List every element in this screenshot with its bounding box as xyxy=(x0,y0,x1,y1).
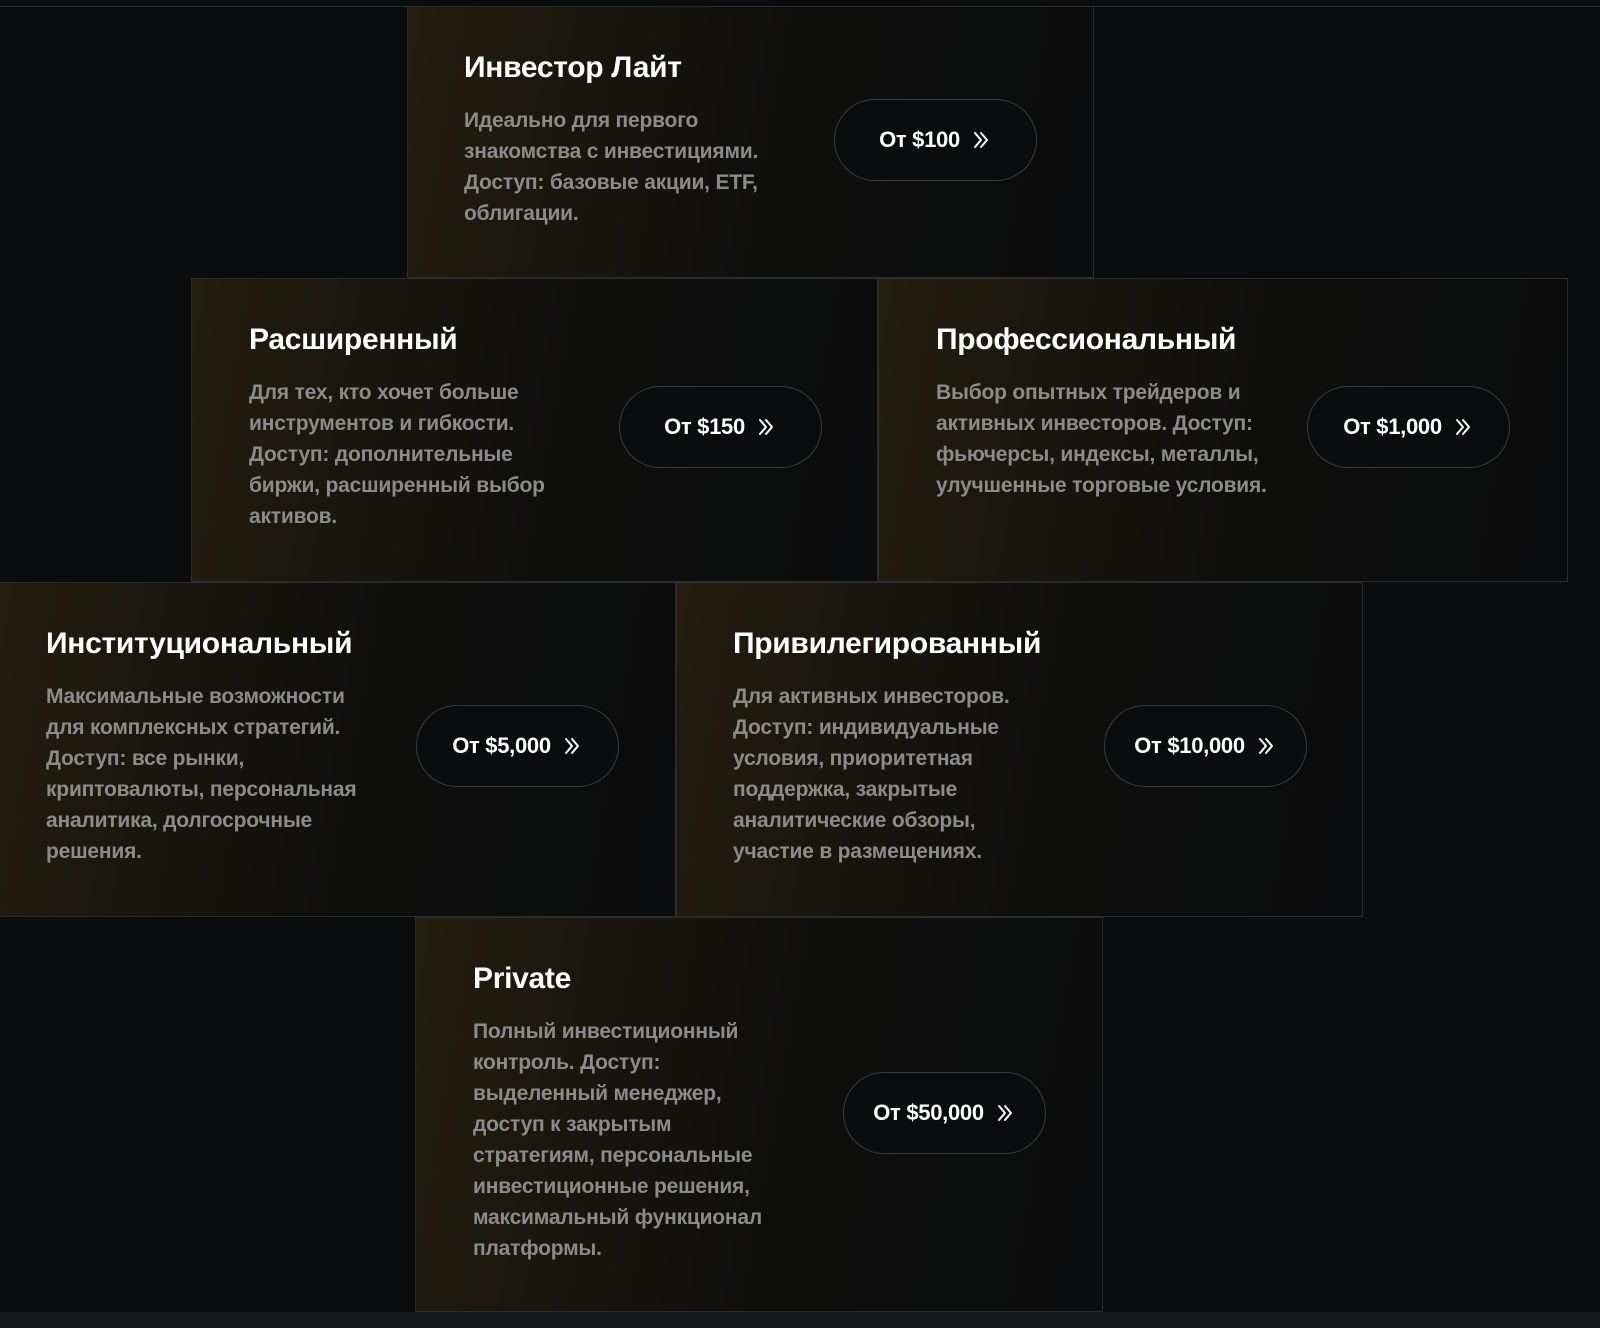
chevron-right-double-icon xyxy=(1255,735,1277,757)
plan-card-professional xyxy=(878,278,1568,582)
plan-price-button[interactable] xyxy=(1307,386,1510,468)
plan-description: Идеально для первого знакомства с инвестициями. Доступ: базовые акции, ETF, облигации. xyxy=(464,109,759,225)
plan-title: Институциональный xyxy=(46,627,353,660)
plan-price-label: От $50,000 xyxy=(873,1100,984,1125)
plan-description: Полный инвестиционный контроль. Доступ: выделенный менеджер, доступ к закрытым стратегиям, персональные инвестиционные решения, максимальный функционал платформы. xyxy=(473,1020,763,1260)
plan-price-button[interactable] xyxy=(1104,705,1307,787)
plan-card-extended xyxy=(191,278,878,582)
plan-description: Выбор опытных трейдеров и активных инвесторов. Доступ: фьючерсы, индексы, металлы, улучшенные торговые условия. xyxy=(936,381,1267,497)
chevron-right-double-icon xyxy=(970,129,992,151)
chevron-right-double-icon xyxy=(755,416,777,438)
plan-price-label: От $1,000 xyxy=(1343,414,1442,439)
plan-card-institutional xyxy=(0,582,676,917)
plan-description: Для тех, кто хочет больше инструментов и гибкости. Доступ: дополнительные биржи, расширенный выбор активов. xyxy=(249,381,545,528)
plan-description: Для активных инвесторов. Доступ: индивидуальные условия, приоритетная поддержка, закрытые аналитические обзоры, участие в размещениях. xyxy=(733,685,1010,863)
plan-price-label: От $150 xyxy=(664,414,745,439)
plan-price-label: От $100 xyxy=(879,127,960,152)
plan-price-button[interactable] xyxy=(619,386,822,468)
plan-title: Расширенный xyxy=(249,323,458,356)
plan-price-label: От $10,000 xyxy=(1134,733,1245,758)
chevron-right-double-icon xyxy=(994,1102,1016,1124)
chevron-right-double-icon xyxy=(561,735,583,757)
plan-title: Профессиональный xyxy=(936,323,1237,356)
bottom-bar xyxy=(0,1312,1600,1328)
plan-title: Private xyxy=(473,962,571,995)
plan-card-privileged xyxy=(676,582,1363,917)
plan-title: Привилегированный xyxy=(733,627,1042,660)
plan-price-label: От $5,000 xyxy=(452,733,551,758)
plan-price-button[interactable] xyxy=(834,99,1037,181)
plan-price-button[interactable] xyxy=(416,705,619,787)
plan-card-investor-lite xyxy=(407,6,1094,278)
plan-card-private xyxy=(415,917,1103,1312)
chevron-right-double-icon xyxy=(1452,416,1474,438)
plan-title: Инвестор Лайт xyxy=(464,51,682,84)
plan-price-button[interactable] xyxy=(843,1072,1046,1154)
plan-description: Максимальные возможности для комплексных стратегий. Доступ: все рынки, криптовалюты, персональная аналитика, долгосрочные решения. xyxy=(46,685,357,863)
